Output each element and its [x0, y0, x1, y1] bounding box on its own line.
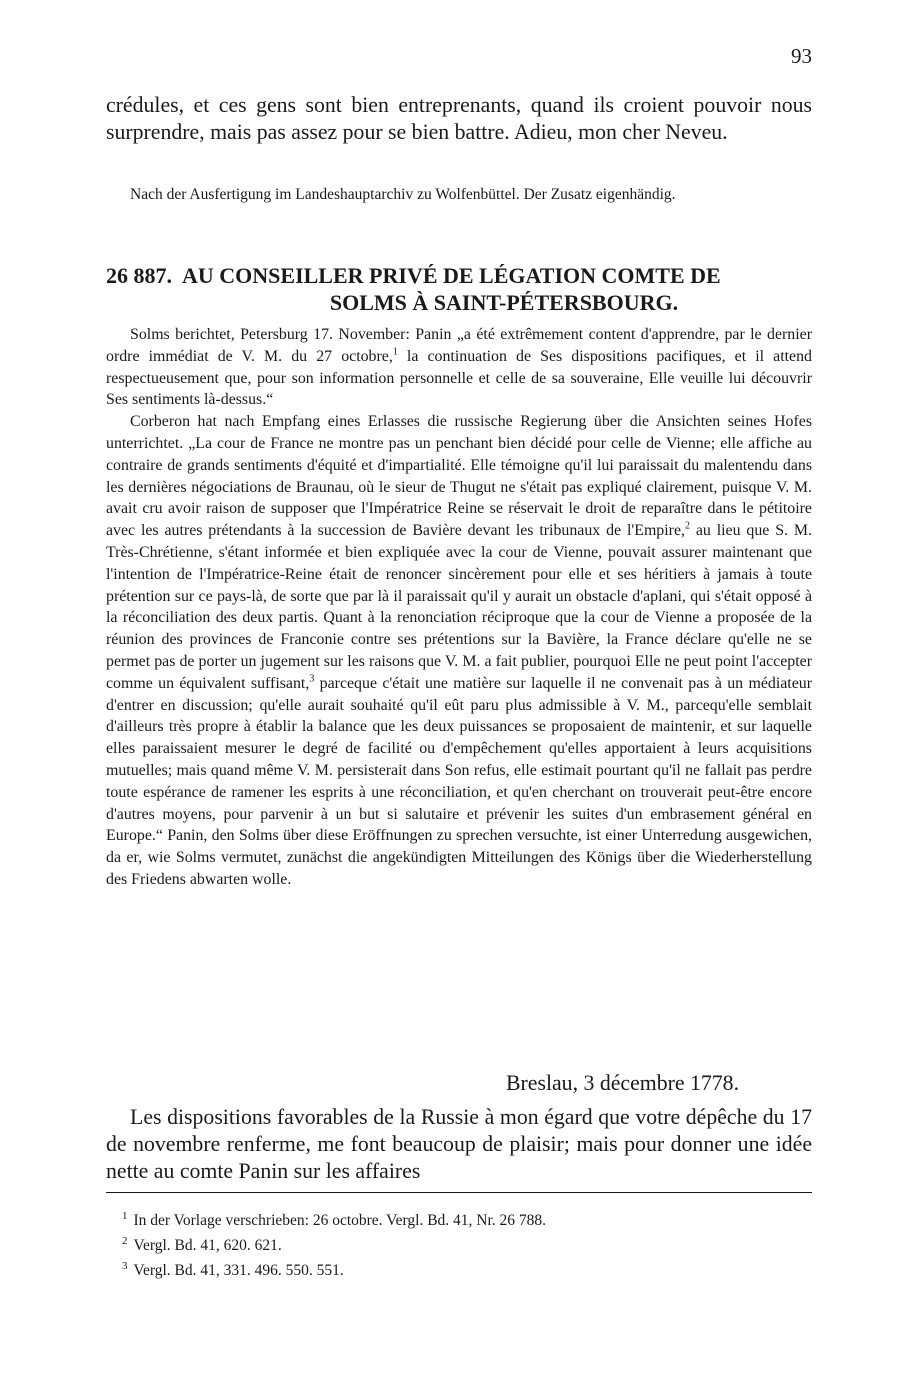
footnotes: [122, 1206, 812, 1281]
footnote-text: In der Vorlage verschrieben: 26 octobre. Vergl. Bd. 41, Nr. 26 788.: [133, 1212, 547, 1230]
footnote: [122, 1231, 812, 1256]
heading-line-2: SOLMS À SAINT-PÉTERSBOURG.: [329, 290, 679, 315]
footnote: [122, 1256, 812, 1281]
summary-text: Solms berichtet, Petersburg 17. November: Panin „a été extrêmement content d'apprendre, par le dernier ordre immédiat de V. M. du 27 octobre,: [106, 326, 812, 365]
dateline: Breslau, 3 décembre 1778.: [506, 1071, 740, 1095]
summary-paragraph-2: [106, 411, 812, 891]
footnote-mark: 2: [122, 1235, 128, 1248]
summary-text: la continuation de Ses dispositions pacifiques, et il attend respectueusement que, pour son information personnelle et celle de sa souveraine, Elle veuille lui découvrir Ses sentiments là-dessus.“: [106, 347, 812, 409]
heading-line-1: AU CONSEILLER PRIVÉ DE LÉGATION COMTE DE: [182, 263, 721, 288]
document-heading: [106, 262, 812, 316]
report-summary: [106, 324, 812, 891]
page-number: 93: [791, 44, 812, 68]
footnote-reference: 3: [309, 673, 315, 685]
footnote: [122, 1206, 812, 1231]
summary-text: au lieu que S. M. Très-Chrétienne, s'étant informée et bien expliquée avec la cour de Vienne, pouvait assurer maintenant que l'intention de l'Impératrice-Reine était de renoncer sincèrement pour elle et ses héritiers à jamais à toute prétention sur ce pays-là, de sorte que par là il paraissait qu'il y aurait un obstacle d'aplani, qui s'était opposé à la réconciliation des deux partis. Quant à la renonciation réciproque que la cour de Vienne a proposée de la réunion des provinces de Franconie contre ses prétentions sur la Bavière, la France déclare qu'elle ne se permet pas de porter un jugement sur les raisons que V. M. a fait publier, pourquoi Elle ne peut point l'accepter comme un équivalent suffisant,: [106, 522, 812, 692]
footnote-reference: 2: [685, 520, 690, 532]
footnote-divider: [106, 1192, 812, 1193]
summary-paragraph-1: [106, 324, 812, 411]
footnote-reference: 1: [392, 346, 398, 358]
footnote-mark: 3: [122, 1260, 128, 1273]
letter-body: Les dispositions favorables de la Russie à mon égard que votre dépêche du 17 de novembre renferme, me font beaucoup de plaisir; mais pour donner une idée nette au comte Panin sur les affaires: [106, 1105, 812, 1183]
summary-text: Corberon hat nach Empfang eines Erlasses die russische Regierung über die Ansichten seines Hofes unterrichtet. „La cour de France ne montre pas un penchant bien décidé pour celle de Vienne; elle affiche au contraire de grands sentiments d'équité et d'impartialité. Elle témoigne qu'il lui paraissait du malentendu dans les dernières négociations de Braunau, où le sieur de Thugut ne s'était pas expliqué clairement, puisque V. M. avait cru avoir raison de supposer que l'Impératrice Reine se réservait le droit de reparaître dans le pétitoire avec les autres prétendants à la succession de Bavière devant les tribunaux de l'Empire,: [106, 413, 812, 540]
previous-letter-ending: crédules, et ces gens sont bien entreprenants, quand ils croient pouvoir nous surprendre, mais pas assez pour se bien battre. Adieu, mon cher Neveu.: [106, 93, 812, 144]
document-number: 26 887.: [106, 263, 172, 288]
summary-text: parceque c'était une matière sur laquelle il ne convenait pas à un médiateur d'entrer en discussion; qu'elle aurait souhaité qu'il eût paru plus admissible à V. M., parcequ'elle semblait d'ailleurs très propre à établir la balance que les deux puissances se proposaient de maintenir, et sur laquelle elles paraissaient mesurer le degré de facilité ou d'empêchement qu'elles apportaient à leurs acquisitions mutuelles; mais quand même V. M. persisterait dans Son refus, elle estimait pourtant qu'il ne fallait pas perdre toute espérance de ramener les esprits à une réconciliation, et qu'en cherchant on trouverait peut-être encore d'autres moyens, pour parvenir à un but si salutaire et prévenir les suites d'un embrasement général en Europe.“ Panin, den Solms über diese Eröffnungen zu sprechen versuchte, ist einer Unterredung ausgewichen, da er, wie Solms vermutet, zunächst die angekündigten Mitteilungen des Königs über die Wiederherstellung des Friedens abwarten wolle.: [106, 674, 812, 888]
footnote-text: Vergl. Bd. 41, 620. 621.: [133, 1237, 282, 1255]
footnote-text: Vergl. Bd. 41, 331. 496. 550. 551.: [133, 1262, 344, 1280]
source-note: Nach der Ausfertigung im Landeshauptarchiv zu Wolfenbüttel. Der Zusatz eigenhändig.: [130, 186, 676, 203]
footnote-mark: 1: [122, 1210, 128, 1222]
